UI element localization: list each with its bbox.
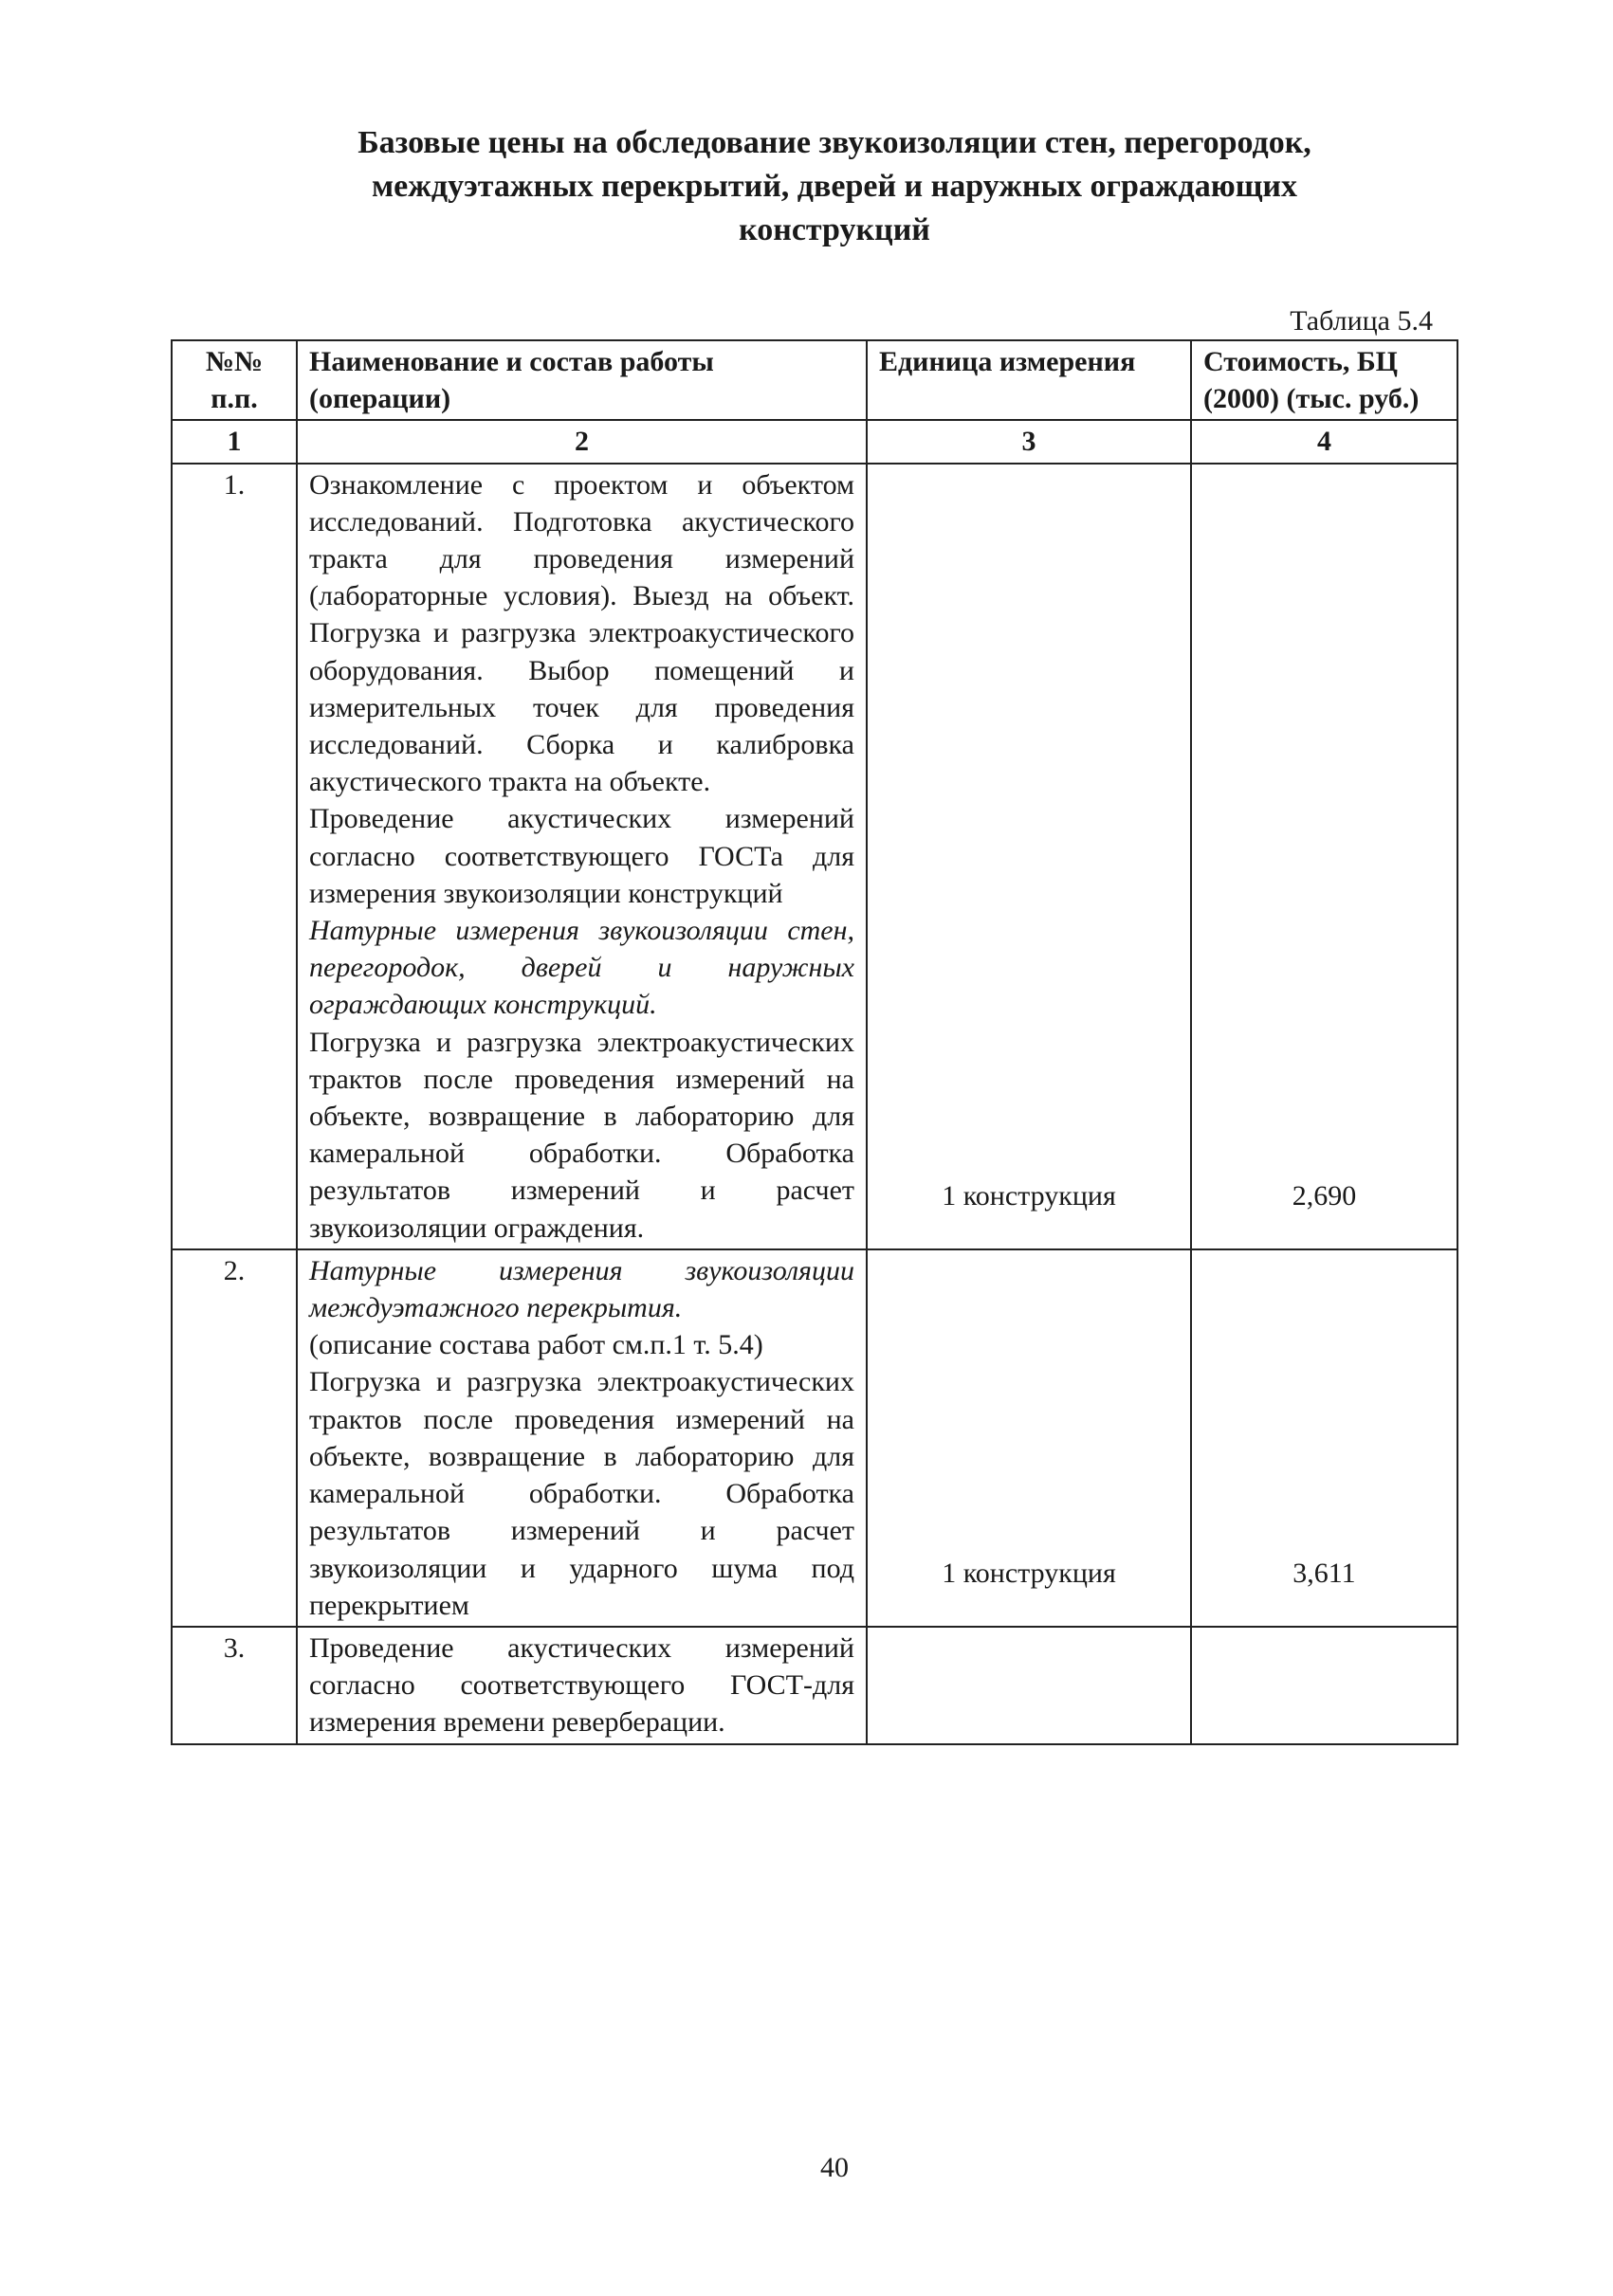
row-unit: 1 конструкция	[867, 1249, 1191, 1627]
column-index: 3	[867, 420, 1191, 463]
row-unit: 1 конструкция	[867, 464, 1191, 1249]
row-unit	[867, 1627, 1191, 1744]
description-paragraph: Проведение акустических измерений согласно соответствующего ГОСТа для измерения звукоизоляции конструкций	[309, 803, 854, 909]
description-paragraph: (описание состава работ см.п.1 т. 5.4)	[309, 1329, 763, 1361]
header-row	[172, 340, 1457, 420]
table-number-label: Таблица 5.4	[1290, 305, 1433, 337]
row-cost	[1191, 1627, 1457, 1744]
title-line-3: конструкций	[739, 212, 930, 247]
table-row	[172, 1627, 1457, 1744]
page-number: 40	[820, 2152, 849, 2183]
price-table	[171, 339, 1458, 1745]
column-index-row	[172, 420, 1457, 463]
row-number: 2.	[172, 1249, 297, 1627]
header-unit: Единица измерения	[867, 340, 1191, 420]
description-paragraph-italic: Натурные измерения звукоизоляции стен, перегородок, дверей и наружных ограждающих конструкций.	[309, 915, 854, 1021]
row-description	[297, 1249, 867, 1627]
description-paragraph: Погрузка и разгрузка электроакустических трактов после проведения измерений на объекте, возвращение в лабораторию для камеральной обработки. Обработка результатов измерений и расчет звукоизоляции и ударного шума под перекрытием	[309, 1366, 854, 1621]
column-index: 1	[172, 420, 297, 463]
document-title	[237, 121, 1432, 252]
header-cost: Стоимость, БЦ (2000) (тыс. руб.)	[1191, 340, 1457, 420]
title-line-1: Базовые цены на обследование звукоизоляции стен, перегородок,	[357, 125, 1311, 160]
row-description	[297, 1627, 867, 1744]
description-paragraph: Ознакомление с проектом и объектом исследований. Подготовка акустического тракта для проведения измерений (лабораторные условия). Выезд на объект. Погрузка и разгрузка электроакустического оборудования. Выбор помещений и измерительных точек для проведения исследований. Сборка и калибровка акустического тракта на объекте.	[309, 468, 854, 798]
column-index: 4	[1191, 420, 1457, 463]
description-paragraph: Проведение акустических измерений согласно соответствующего ГОСТ-для измерения времени реверберации.	[309, 1631, 854, 1739]
column-index: 2	[297, 420, 867, 463]
header-name: Наименование и состав работы (операции)	[297, 340, 867, 420]
row-number: 1.	[172, 464, 297, 1249]
description-paragraph: Погрузка и разгрузка электроакустических трактов после проведения измерений на объекте, возвращение в лабораторию для камеральной обработки. Обработка результатов измерений и расчет звукоизоляции ограждения.	[309, 1026, 854, 1244]
row-number: 3.	[172, 1627, 297, 1744]
row-description	[297, 464, 867, 1249]
title-line-2: междуэтажных перекрытий, дверей и наружных ограждающих	[371, 169, 1297, 204]
description-paragraph-italic: Натурные измерения звукоизоляции междуэтажного перекрытия.	[309, 1254, 854, 1324]
table-row	[172, 1249, 1457, 1627]
row-cost: 2,690	[1191, 464, 1457, 1249]
row-cost: 3,611	[1191, 1249, 1457, 1627]
header-number: №№ п.п.	[172, 340, 297, 420]
table-row	[172, 464, 1457, 1249]
